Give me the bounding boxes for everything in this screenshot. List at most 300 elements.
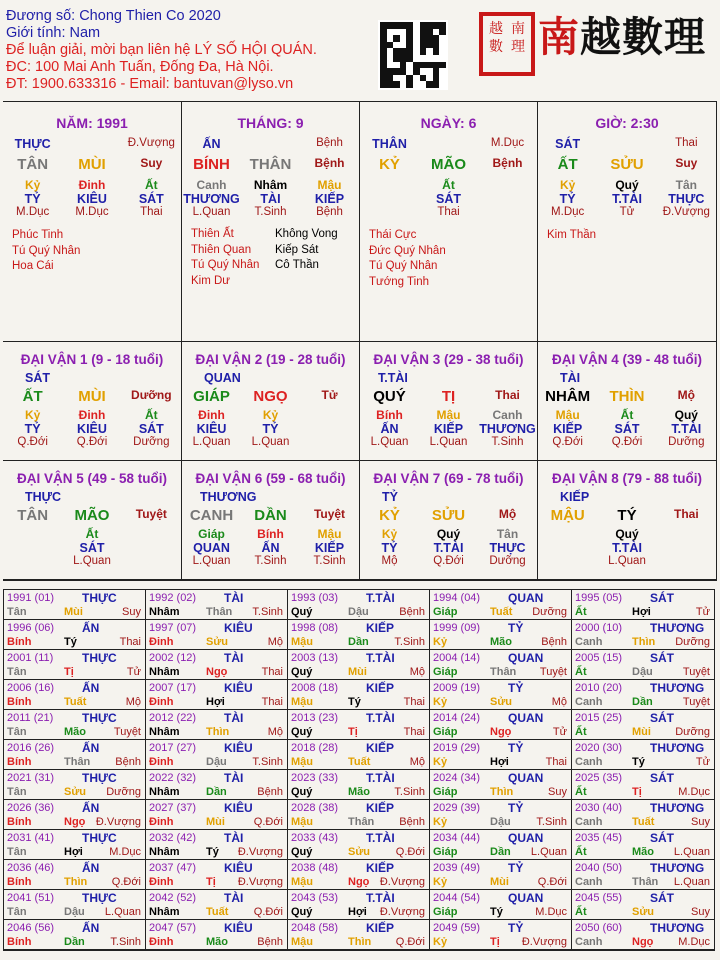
year-god: ẤN <box>82 801 100 815</box>
year-god: ẤN <box>82 621 100 635</box>
hidden-stem: Mậu <box>317 527 342 541</box>
pillar-title: NGÀY: 6 <box>420 115 477 131</box>
year-branch: Tuất <box>632 816 655 828</box>
dai-van-stem-branch <box>182 507 359 524</box>
hidden-stem <box>478 178 537 192</box>
dai-van-title: ĐẠI VẬN 8 (79 - 88 tuổi) <box>551 471 703 486</box>
hidden-god: KIẾP <box>553 422 583 436</box>
year-cell <box>4 860 146 890</box>
stars-col-a <box>191 227 275 289</box>
phone-email-line: ĐT: 1900.633316 - Email: bantuvan@lyso.vn <box>6 76 294 92</box>
year-stage: Suy <box>691 906 710 918</box>
heavenly-stem: ẤT <box>557 156 578 173</box>
year-stage: Bệnh <box>257 936 283 948</box>
hidden-god: KIẾP <box>433 422 464 436</box>
year-stem: Ất <box>575 726 587 738</box>
year-stage: Bệnh <box>399 606 425 618</box>
year-branch: Ngọ <box>206 666 228 678</box>
branch-stage: Thai <box>673 507 699 521</box>
hidden-stem: Quý <box>674 408 698 422</box>
year-god: KIÊU <box>224 921 253 935</box>
hidden-stem: Kỷ <box>381 527 398 541</box>
hidden-stems <box>360 527 537 541</box>
year-stem: Mậu <box>291 696 313 708</box>
year-stage: Q.Đới <box>253 906 283 918</box>
year-label: 2012 (22) <box>149 712 197 724</box>
earthly-branch: DẦN <box>254 507 287 524</box>
hidden-stage: Q.Đới <box>611 436 643 448</box>
year-god: THƯƠNG <box>650 861 705 875</box>
year-cell <box>288 830 430 860</box>
year-god: KIẾP <box>366 801 395 815</box>
year-stem: Bính <box>7 876 32 888</box>
hidden-stems <box>538 527 716 541</box>
year-god: QUAN <box>508 891 544 905</box>
qr-code-icon[interactable] <box>378 20 448 90</box>
year-god: THỰC <box>82 831 117 845</box>
hidden-gods <box>538 541 716 555</box>
year-stem: Tân <box>7 786 27 798</box>
year-branch: Dậu <box>348 606 369 618</box>
pillar-stem-branch <box>182 156 359 173</box>
ten-god: THÂN <box>372 137 407 151</box>
hidden-stage: T.Sinh <box>254 555 287 567</box>
year-stage: Bệnh <box>115 756 141 768</box>
hidden-stage: L.Quan <box>429 436 468 448</box>
year-cell <box>572 680 714 710</box>
year-label: 2028 (38) <box>291 802 339 814</box>
year-branch: Dần <box>348 636 369 648</box>
year-cell <box>430 920 572 950</box>
hidden-god: THỰC <box>668 192 705 206</box>
year-cell <box>146 890 288 920</box>
year-label: 2002 (12) <box>149 652 197 664</box>
year-label: 2034 (44) <box>433 832 481 844</box>
year-branch: Mão <box>206 936 228 948</box>
year-god: TÀI <box>224 651 244 665</box>
year-cell <box>430 740 572 770</box>
year-label: 2039 (49) <box>433 862 481 874</box>
hidden-stage: Q.Đới <box>552 436 583 448</box>
dai-van-1 <box>3 342 182 461</box>
year-stem: Đinh <box>149 876 174 888</box>
hidden-stage <box>300 436 359 448</box>
hidden-stage: L.Quan <box>192 206 231 218</box>
earthly-branch: SỬU <box>610 156 644 173</box>
branch-stage: Suy <box>140 156 163 170</box>
star: Tú Quý Nhân <box>191 259 260 271</box>
hidden-stem: Ất <box>144 408 158 422</box>
year-branch: Sửu <box>490 696 513 708</box>
year-god: SÁT <box>650 651 674 665</box>
hidden-god: QUAN <box>193 541 230 555</box>
year-label: 2031 (41) <box>7 832 55 844</box>
year-stage: Q.Đới <box>395 846 425 858</box>
branch-stage: Mộ <box>677 388 695 402</box>
year-god: ẤN <box>82 921 100 935</box>
hidden-stem: Mậu <box>555 408 580 422</box>
year-label: 2033 (43) <box>291 832 339 844</box>
year-stem: Bính <box>7 816 32 828</box>
year-branch: Ngọ <box>632 936 654 948</box>
year-branch: Mùi <box>64 606 83 618</box>
hidden-stage: T.Sinh <box>254 206 287 218</box>
year-stage: M.Dục <box>678 786 710 798</box>
year-stage: Suy <box>691 816 710 828</box>
year-label: 2030 (40) <box>575 802 623 814</box>
year-stem: Canh <box>575 816 603 828</box>
hidden-stage: Dưỡng <box>133 436 170 448</box>
year-cell <box>288 800 430 830</box>
year-stage: Thai <box>403 696 425 708</box>
dai-van-title: ĐẠI VẬN 1 (9 - 18 tuổi) <box>20 352 164 367</box>
hidden-stem <box>657 527 716 541</box>
year-god: T.TÀI <box>366 651 395 665</box>
year-stem: Kỷ <box>433 876 448 888</box>
hidden-stems <box>360 408 537 422</box>
pillar-title: GIỜ: 2:30 <box>595 115 659 131</box>
dai-van-stem-branch <box>360 388 537 405</box>
year-cell <box>146 830 288 860</box>
dai-van-god: T.TÀI <box>378 371 408 385</box>
hidden-stem: Giáp <box>198 527 225 541</box>
hidden-stem: Ất <box>85 527 99 541</box>
hidden-gods <box>3 541 181 555</box>
year-branch: Sửu <box>632 906 655 918</box>
hidden-god <box>657 541 716 555</box>
year-god: THƯƠNG <box>650 681 705 695</box>
pillar-top-row <box>538 137 716 151</box>
year-cell <box>4 620 146 650</box>
hidden-stage: Thai <box>437 206 460 218</box>
year-stem: Nhâm <box>149 726 180 738</box>
dai-van-title: ĐẠI VẬN 5 (49 - 58 tuổi) <box>16 471 168 486</box>
hidden-god <box>538 541 597 555</box>
year-stem: Giáp <box>433 666 458 678</box>
year-stem: Mậu <box>291 636 313 648</box>
year-cell <box>288 620 430 650</box>
hidden-stem: Canh <box>196 178 227 192</box>
year-god: THỰC <box>82 651 117 665</box>
ten-god: SÁT <box>555 137 581 151</box>
spacer <box>597 137 656 151</box>
year-label: 2024 (34) <box>433 772 481 784</box>
hidden-stages <box>360 436 537 448</box>
hidden-stems <box>3 527 181 541</box>
hidden-stage <box>360 206 419 218</box>
star: Thiên Ất <box>191 228 234 240</box>
dai-van-2 <box>182 342 360 461</box>
year-label: 2011 (21) <box>7 712 54 724</box>
year-god: TÀI <box>224 831 244 845</box>
year-stage: Suy <box>122 606 141 618</box>
pillar-stars <box>3 228 181 275</box>
year-stem: Giáp <box>433 726 458 738</box>
year-god: KIẾP <box>366 861 395 875</box>
year-cell <box>572 920 714 950</box>
year-stem: Ất <box>575 666 587 678</box>
heavenly-stem: ẤT <box>22 388 43 405</box>
year-stem: Đinh <box>149 636 174 648</box>
year-label: 2000 (10) <box>575 622 623 634</box>
hidden-stem <box>300 408 359 422</box>
year-label: 2016 (26) <box>7 742 55 754</box>
year-cell <box>288 890 430 920</box>
year-branch: Thìn <box>206 726 230 738</box>
earthly-branch: TỊ <box>441 388 456 405</box>
year-stem: Kỷ <box>433 696 448 708</box>
hidden-stages <box>3 206 181 218</box>
year-god: QUAN <box>508 831 544 845</box>
hidden-god: TÀI <box>260 192 281 206</box>
dai-van-6 <box>182 461 360 580</box>
year-branch: Tý <box>348 696 361 708</box>
star: Thiên Quan <box>191 243 252 256</box>
year-label: 2046 (56) <box>7 922 55 934</box>
hidden-god <box>360 192 419 206</box>
year-label: 2045 (55) <box>575 892 623 904</box>
year-stem: Giáp <box>433 906 458 918</box>
year-label: 1996 (06) <box>7 622 55 634</box>
year-god: TÀI <box>224 711 244 725</box>
star: Phúc Tinh <box>12 229 64 241</box>
year-god: ẤN <box>82 861 100 875</box>
hidden-god: SÁT <box>138 422 164 436</box>
year-label: 2001 (11) <box>7 652 54 664</box>
year-label: 2049 (59) <box>433 922 481 934</box>
year-label: 2015 (25) <box>575 712 623 724</box>
year-label: 2005 (15) <box>575 652 623 664</box>
hidden-stem: Quý <box>615 178 639 192</box>
hidden-stems <box>3 178 181 192</box>
year-stem: Canh <box>575 636 603 648</box>
hidden-stems <box>182 527 359 541</box>
star: Tú Quý Nhân <box>12 244 81 257</box>
year-stage: Suy <box>548 786 567 798</box>
year-stem: Quý <box>291 666 313 678</box>
year-god: KIẾP <box>366 921 395 935</box>
year-cell <box>288 740 430 770</box>
year-label: 2032 (42) <box>149 832 197 844</box>
year-stage: M.Dục <box>535 906 567 918</box>
spacer <box>62 137 121 151</box>
year-branch: Dậu <box>490 816 511 828</box>
year-stage: Thai <box>261 666 283 678</box>
year-cell <box>146 740 288 770</box>
life-stage: M.Dục <box>490 137 525 149</box>
year-stem: Nhâm <box>149 906 180 918</box>
year-label: 2009 (19) <box>433 682 481 694</box>
year-branch: Mão <box>348 786 370 798</box>
dai-van-5 <box>3 461 182 580</box>
earthly-branch: MÃO <box>74 507 110 524</box>
hidden-gods <box>182 192 359 206</box>
year-stem: Nhâm <box>149 666 180 678</box>
year-cell <box>572 830 714 860</box>
year-label: 2025 (35) <box>575 772 623 784</box>
hidden-god: KIẾP <box>314 192 345 206</box>
year-label: 2026 (36) <box>7 802 55 814</box>
year-stem: Đinh <box>149 696 174 708</box>
year-god: TÀI <box>224 891 244 905</box>
year-stage: Tử <box>126 666 141 678</box>
year-stem: Giáp <box>433 606 458 618</box>
year-cell <box>288 860 430 890</box>
gender: Giới tính: Nam <box>6 25 101 41</box>
year-god: SÁT <box>650 891 674 905</box>
heavenly-stem: GIÁP <box>193 388 230 405</box>
hidden-gods <box>360 422 537 436</box>
dai-van-god: TỶ <box>382 490 398 504</box>
year-label: 2004 (14) <box>433 652 481 664</box>
year-label: 2008 (18) <box>291 682 339 694</box>
dai-van-stem-branch <box>538 507 716 524</box>
branch-stage: Tuyệt <box>135 507 167 521</box>
year-branch: Hợi <box>490 756 509 768</box>
hidden-stem <box>3 527 62 541</box>
hidden-stage: T.Sinh <box>313 555 346 567</box>
pillar-stem-branch <box>360 156 537 173</box>
year-branch: Dần <box>490 846 511 858</box>
hidden-stem: Tân <box>675 178 697 192</box>
year-stem: Canh <box>575 696 603 708</box>
year-label: 2040 (50) <box>575 862 623 874</box>
year-cell <box>4 800 146 830</box>
star: Kim Thần <box>547 229 597 241</box>
hidden-god: TỶ <box>381 541 398 555</box>
year-cell <box>4 680 146 710</box>
year-label: 2006 (16) <box>7 682 55 694</box>
hidden-stem <box>538 527 597 541</box>
year-cell <box>4 890 146 920</box>
year-stage: Tuyệt <box>682 666 710 678</box>
dai-van-title: ĐẠI VẬN 7 (69 - 78 tuổi) <box>373 471 524 486</box>
year-branch: Hợi <box>64 846 83 858</box>
year-label: 2020 (30) <box>575 742 623 754</box>
year-branch: Sửu <box>206 636 229 648</box>
hidden-stage: Dưỡng <box>489 555 526 567</box>
year-stem: Canh <box>575 756 603 768</box>
year-stage: Mộ <box>267 726 283 738</box>
hidden-gods <box>360 192 537 206</box>
hidden-stem: Quý <box>615 527 639 541</box>
year-stage: Đ.Vượng <box>379 876 425 888</box>
year-god: KIÊU <box>224 861 253 875</box>
year-cell <box>430 890 572 920</box>
hidden-god: ẤN <box>380 422 399 436</box>
year-cell <box>146 710 288 740</box>
hidden-god: SÁT <box>138 192 164 206</box>
pillar-top-row <box>182 137 359 151</box>
star: Hoa Cái <box>12 260 54 272</box>
year-label: 2021 (31) <box>7 772 55 784</box>
year-branch: Tý <box>206 846 219 858</box>
dai-van-title: ĐẠI VẬN 2 (19 - 28 tuổi) <box>195 352 346 367</box>
star: Tú Quý Nhân <box>369 260 438 272</box>
year-branch: Tuất <box>206 906 229 918</box>
hidden-stage: L.Quan <box>608 555 646 567</box>
dai-van-god: KIẾP <box>560 490 590 504</box>
year-cell <box>430 650 572 680</box>
year-branch: Thân <box>348 816 375 828</box>
pillar-3 <box>360 102 538 342</box>
earthly-branch: MÙI <box>78 388 106 405</box>
pillar-4 <box>538 102 717 342</box>
hidden-stem <box>360 178 419 192</box>
contact-line: Để luận giải, mời bạn liên hệ LÝ SỐ HỘI QUÁN. <box>6 42 317 58</box>
year-cell <box>288 680 430 710</box>
year-cell <box>572 650 714 680</box>
year-cell <box>146 680 288 710</box>
year-stage: Tuyệt <box>682 696 710 708</box>
owner-name: Đương số: Chong Thien Co 2020 <box>6 8 221 24</box>
year-branch: Thân <box>490 666 517 678</box>
year-god: QUAN <box>508 591 544 605</box>
hidden-stage: Mộ <box>381 555 398 567</box>
year-label: 2027 (37) <box>149 802 197 814</box>
hidden-stage: Q.Đới <box>17 436 48 448</box>
hidden-stages <box>538 206 716 218</box>
hidden-stem: Ất <box>442 178 455 192</box>
year-label: 1995 (05) <box>575 592 623 604</box>
year-label: 1994 (04) <box>433 592 481 604</box>
year-cell <box>572 800 714 830</box>
hidden-stage: Thai <box>140 206 163 218</box>
year-cell <box>430 830 572 860</box>
year-stem: Nhâm <box>149 786 180 798</box>
year-god: TỶ <box>508 921 524 935</box>
hidden-god: THƯƠNG <box>479 422 536 436</box>
dai-van-title: ĐẠI VẬN 6 (59 - 68 tuổi) <box>195 471 346 486</box>
hidden-stem: Kỷ <box>559 178 576 192</box>
year-god: THƯƠNG <box>650 801 705 815</box>
year-god: TỶ <box>508 861 524 875</box>
hidden-god: TỶ <box>24 192 41 206</box>
pillar-top-row <box>360 137 537 151</box>
year-cell <box>146 860 288 890</box>
year-branch: Tý <box>490 906 503 918</box>
hidden-stage: L.Quan <box>370 436 409 448</box>
dai-van-stem-branch <box>360 507 537 524</box>
earthly-branch: NGỌ <box>253 388 288 405</box>
year-cell <box>288 710 430 740</box>
year-stem: Đinh <box>149 936 174 948</box>
hidden-stage: L.Quan <box>192 436 231 448</box>
year-cell <box>288 770 430 800</box>
hidden-stage <box>538 555 597 567</box>
year-cell <box>430 860 572 890</box>
year-god: T.TÀI <box>366 711 395 725</box>
year-label: 2003 (13) <box>291 652 339 664</box>
year-god: THỰC <box>82 591 117 605</box>
star: Không Vong <box>275 228 338 240</box>
hidden-gods <box>182 422 359 436</box>
hidden-stage <box>657 555 716 567</box>
dai-van-8 <box>538 461 717 580</box>
year-label: 2007 (17) <box>149 682 197 694</box>
year-label: 1991 (01) <box>7 592 55 604</box>
year-label: 1999 (09) <box>433 622 481 634</box>
dai-van-god: THƯƠNG <box>200 490 257 504</box>
year-stage: Đ.Vượng <box>95 816 141 828</box>
year-god: ẤN <box>82 681 100 695</box>
branch-stage: Mộ <box>498 507 517 521</box>
year-stage: Bệnh <box>399 816 425 828</box>
heavenly-stem: BÍNH <box>193 156 230 173</box>
hidden-stages <box>182 436 359 448</box>
year-stage: Bệnh <box>541 636 567 648</box>
year-label: 2018 (28) <box>291 742 339 754</box>
